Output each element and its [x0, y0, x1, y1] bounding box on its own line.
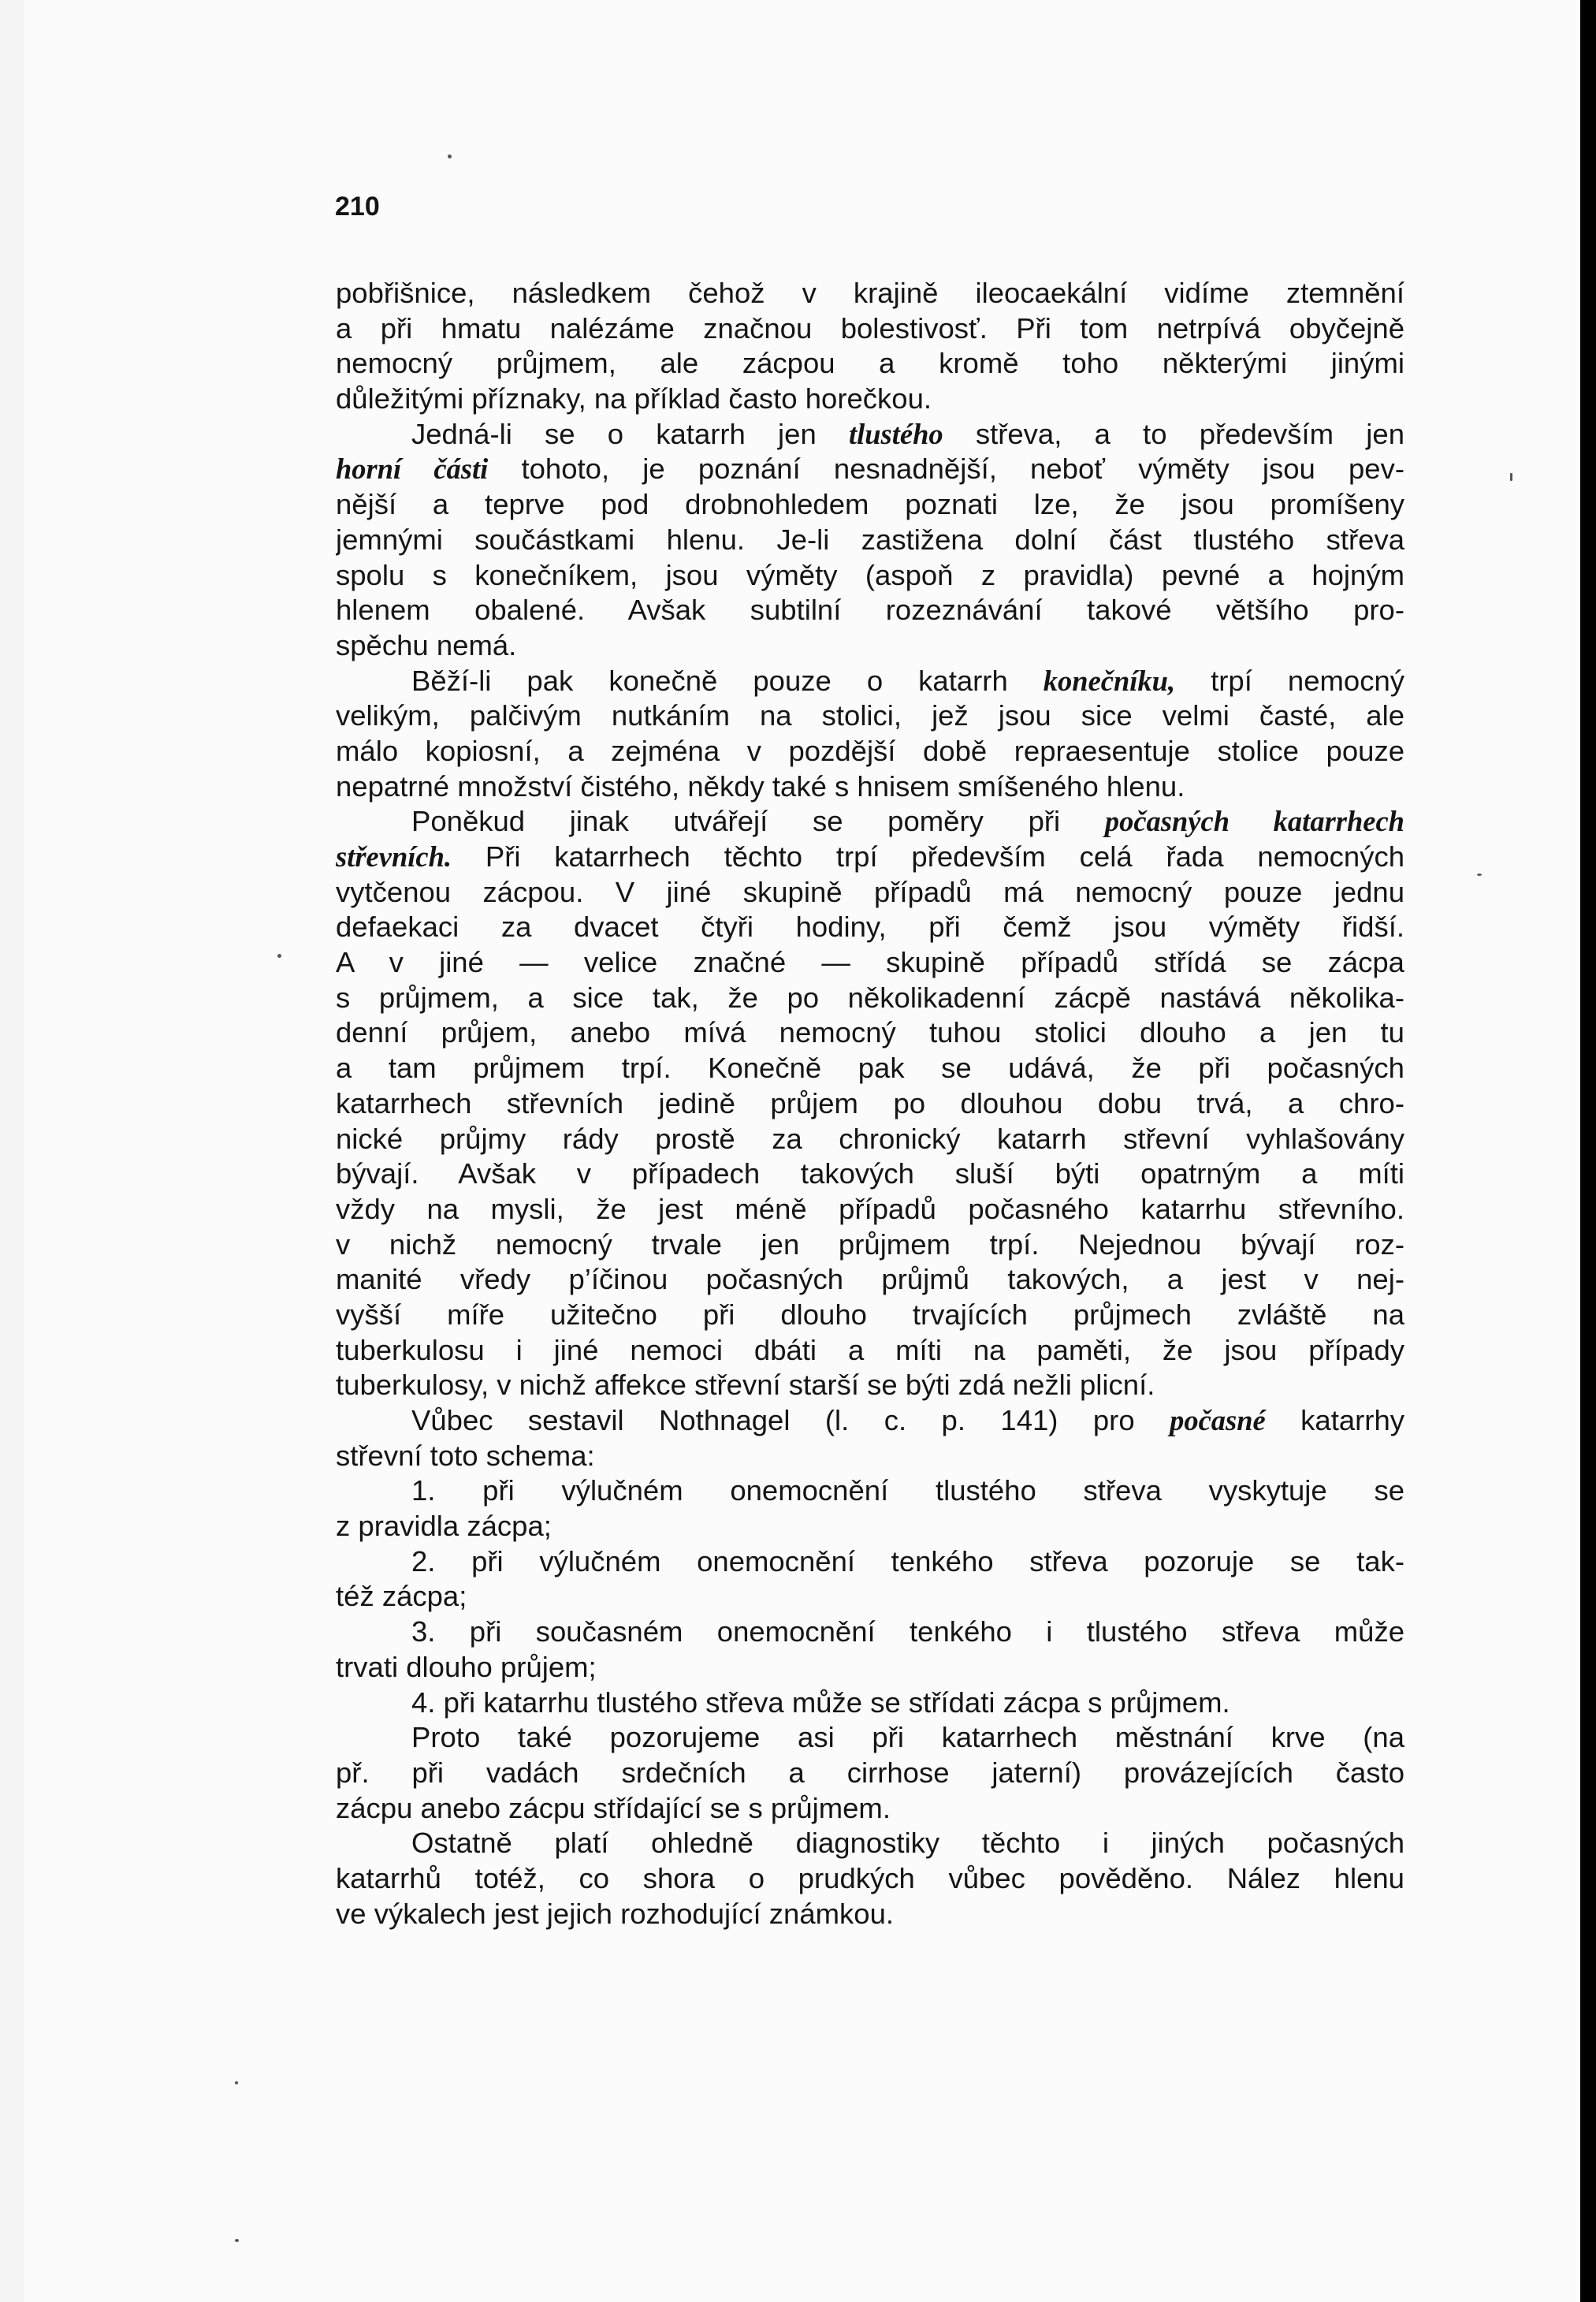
- text-run: v nichž nemocný trvale jen průjmem trpí. Nejednou bývají roz-: [336, 1227, 1404, 1261]
- text-run: tuberkulosy, v nichž affekce střevní starší se býti zdá nežli plicní.: [336, 1369, 1155, 1402]
- text-run: spolu s konečníkem, jsou výměty (aspoň z pravidla) pevné a hojným: [336, 558, 1404, 591]
- text-run: střevní toto schema:: [336, 1439, 595, 1472]
- text-run: velikým, palčivým nutkáním na stolici, jež jsou sice velmi časté, ale: [336, 699, 1404, 732]
- text-line: [336, 698, 1404, 734]
- text-line: [336, 1086, 1404, 1122]
- text-run: Běží-li pak konečně pouze o katarrh: [411, 664, 1044, 697]
- text-line: [336, 1826, 1404, 1861]
- text-line: [336, 1015, 1404, 1051]
- text-line: [336, 1262, 1404, 1298]
- text-line: [336, 417, 1404, 453]
- text-run: ve výkalech jest jejich rozhodující známkou.: [336, 1897, 895, 1930]
- text-run: katarrhů totéž, co shora o prudkých vůbec pověděno. Nález hlenu: [336, 1861, 1404, 1894]
- text-line: [336, 769, 1404, 805]
- body-text: [336, 276, 1404, 1931]
- text-line: [336, 523, 1404, 558]
- text-line: [336, 1368, 1404, 1403]
- scan-speck: [448, 155, 452, 158]
- emphasized-text: tlustého: [848, 417, 943, 450]
- text-run: jemnými součástkami hlenu. Je-li zastižena dolní část tlustého střeva: [336, 523, 1404, 556]
- text-run: bývají. Avšak v případech takových sluší býti opatrným a míti: [336, 1157, 1404, 1190]
- emphasized-text: horní části: [336, 453, 489, 486]
- scan-speck: [235, 2239, 239, 2242]
- text-run: střeva, a to především jen: [943, 417, 1404, 450]
- text-line: [336, 840, 1404, 875]
- text-line: [336, 1298, 1404, 1333]
- text-run: Poněkud jinak utvářejí se poměry při: [411, 805, 1105, 838]
- text-line: [336, 875, 1404, 911]
- text-run: nemocný průjmem, ale zácpou a kromě toho některými jinými: [336, 347, 1404, 380]
- text-line: [336, 1122, 1404, 1157]
- scan-speck: [1510, 473, 1512, 481]
- text-line: [336, 1791, 1404, 1827]
- text-line: [336, 1439, 1404, 1474]
- text-line: [336, 1615, 1404, 1650]
- text-line: [336, 1861, 1404, 1897]
- text-line: [336, 1227, 1404, 1263]
- text-run: trvati dlouho průjem;: [336, 1650, 597, 1683]
- text-run: vždy na mysli, že jest méně případů počasného katarrhu střevního.: [336, 1192, 1404, 1225]
- text-line: [336, 910, 1404, 945]
- text-run: Ostatně platí ohledně diagnostiky těchto i jiných počasných: [411, 1827, 1404, 1860]
- text-run: a tam průjmem trpí. Konečně pak se udává, že při počasných: [336, 1052, 1404, 1085]
- text-run: př. při vadách srdečních a cirrhose jaterní) provázejících často: [336, 1756, 1404, 1789]
- text-line: [336, 1403, 1404, 1439]
- text-line: [336, 734, 1404, 769]
- text-run: a při hmatu nalézáme značnou bolestivosť. Při tom netrpívá obyčejně: [336, 311, 1404, 345]
- text-run: nější a teprve pod drobnohledem poznati lze, že jsou promíšeny: [336, 488, 1404, 521]
- text-line: [336, 311, 1404, 347]
- text-line: [336, 1720, 1404, 1756]
- text-run: tuberkulosu i jiné nemoci dbáti a míti na paměti, že jsou případy: [336, 1333, 1404, 1366]
- scan-speck: [235, 2081, 238, 2084]
- text-run: zácpu anebo zácpu střídající se s průjmem.: [336, 1791, 891, 1824]
- text-run: Při katarrhech těchto trpí především celá řada nemocných: [452, 840, 1404, 873]
- text-line: [336, 593, 1404, 628]
- text-line: [336, 1897, 1404, 1932]
- emphasized-text: počasných katarrhech: [1104, 805, 1404, 838]
- text-run: trpí nemocný: [1175, 664, 1404, 697]
- text-run: též zácpa;: [336, 1580, 467, 1613]
- text-run: Proto také pozorujeme asi při katarrhech městnání krve (na: [411, 1721, 1404, 1754]
- text-run: důležitými příznaky, na příklad často horečkou.: [336, 382, 932, 415]
- text-run: tohoto, je poznání nesnadnější, neboť výměty jsou pev-: [488, 453, 1404, 486]
- text-line: [336, 804, 1404, 840]
- text-run: hlenem obalené. Avšak subtilní rozeznávání takové většího pro-: [336, 594, 1404, 627]
- text-line: [336, 1051, 1404, 1086]
- text-line: [336, 487, 1404, 523]
- text-run: 3. při současném onemocnění tenkého i tlustého střeva může: [411, 1615, 1404, 1648]
- text-line: [336, 1509, 1404, 1544]
- emphasized-text: počasné: [1170, 1404, 1266, 1436]
- text-line: [336, 945, 1404, 981]
- text-run: málo kopiosní, a zejména v pozdější době repraesentuje stolice pouze: [336, 734, 1404, 767]
- text-run: defaekaci za dvacet čtyři hodiny, při čemž jsou výměty řidší.: [336, 911, 1404, 944]
- text-line: [336, 1756, 1404, 1791]
- text-line: [336, 1686, 1404, 1721]
- text-run: 4. při katarrhu tlustého střeva může se střídati zácpa s průjmem.: [411, 1686, 1230, 1719]
- text-line: [336, 1544, 1404, 1580]
- text-line: [336, 346, 1404, 382]
- text-line: [336, 1333, 1404, 1369]
- text-line: [336, 452, 1404, 487]
- text-run: vyšší míře užitečno při dlouho trvajících průjmech zvláště na: [336, 1298, 1404, 1331]
- text-run: pobřišnice, následkem čehož v krajině ileocaekální vidíme ztemnění: [336, 277, 1404, 309]
- text-run: katarrhech střevních jedině průjem po dlouhou dobu trvá, a chro-: [336, 1086, 1404, 1119]
- emphasized-text: střevních.: [336, 840, 452, 873]
- book-page: [24, 0, 1580, 2302]
- text-run: Vůbec sestavil Nothnagel (l. c. p. 141) pro: [411, 1404, 1170, 1436]
- scan-speck: [1477, 873, 1482, 876]
- text-line: [336, 1192, 1404, 1227]
- text-line: [336, 1157, 1404, 1192]
- scan-margin-strip: [0, 0, 24, 2302]
- text-line: [336, 558, 1404, 594]
- text-run: s průjmem, a sice tak, že po několikadenní zácpě nastává několika-: [336, 981, 1404, 1014]
- text-run: manité vředy p’íčinou počasných průjmů takových, a jest v nej-: [336, 1263, 1404, 1296]
- text-line: [336, 382, 1404, 417]
- text-run: denní průjem, anebo mívá nemocný tuhou stolici dlouho a jen tu: [336, 1016, 1404, 1049]
- page-number: 210: [335, 192, 380, 222]
- text-run: nepatrné množství čistého, někdy také s hnisem smíšeného hlenu.: [336, 769, 1185, 803]
- text-run: Jedná-li se o katarrh jen: [411, 417, 849, 450]
- text-run: 2. při výlučném onemocnění tenkého střeva pozoruje se tak-: [411, 1544, 1404, 1578]
- text-line: [336, 664, 1404, 699]
- text-run: nické průjmy rády prostě za chronický katarrh střevní vyhlašovány: [336, 1122, 1404, 1155]
- text-run: 1. při výlučném onemocnění tlustého střeva vyskytuje se: [411, 1474, 1404, 1507]
- text-line: [336, 1579, 1404, 1615]
- text-line: [336, 276, 1404, 311]
- text-line: [336, 981, 1404, 1016]
- text-line: [336, 1473, 1404, 1509]
- emphasized-text: konečníku,: [1043, 664, 1176, 697]
- text-line: [336, 1650, 1404, 1686]
- text-run: z pravidla zácpa;: [336, 1510, 552, 1543]
- text-run: vytčenou zácpou. V jiné skupině případů má nemocný pouze jednu: [336, 875, 1404, 908]
- text-run: spěchu nemá.: [336, 628, 517, 661]
- text-run: A v jiné — velice značné — skupině případů střídá se zácpa: [336, 946, 1404, 979]
- scan-speck: [277, 954, 281, 958]
- text-line: [336, 628, 1404, 664]
- text-run: katarrhy: [1265, 1404, 1404, 1436]
